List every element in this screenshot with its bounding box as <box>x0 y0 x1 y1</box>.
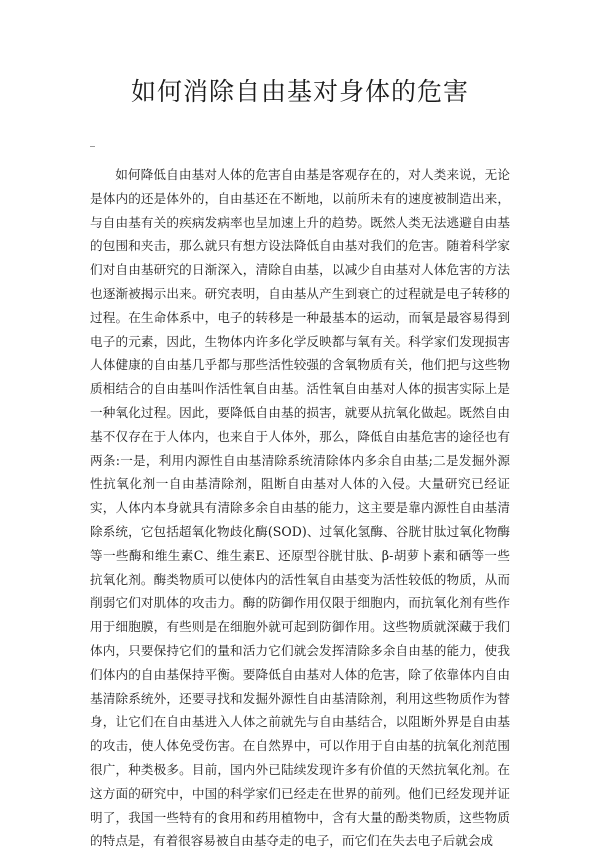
body-paragraph: 如何降低自由基对人体的危害自由基是客观存在的，对人类来说，无论是体内的还是体外的，自由基还在不断地，以前所未有的速度被制造出来，与自由基有关的疾病发病率也呈加速上升的趋势。既然人类无法逃避自由基的包围和夹击，那么就只有想方设法降低自由基对我们的危害。随着科学家们对自由基研究的日渐深入，清除自由基，以减少自由基对人体危害的方法也逐渐被揭示出来。研究表明，自由基从产生到衰亡的过程就是电子转移的过程。在生命体系中，电子的转移是一种最基本的运动，而氧是最容易得到电子的元素，因此，生物体内许多化学反映都与氧有关。科学家们发现损害人体健康的自由基几乎都与那些活性较强的含氧物质有关，他们把与这些物质相结合的自由基叫作活性氧自由基。活性氧自由基对人体的损害实际上是一种氧化过程。因此，要降低自由基的损害，就要从抗氧化做起。既然自由基不仅存在于人体内，也来自于人体外，那么，降低自由基危害的途径也有两条:一是，利用内源性自由基清除系统清除体内多余自由基;二是发掘外源性抗氧化剂一自由基清除剂，阻断自由基对人体的入侵。大量研究已经证实，人体内本身就具有清除多余自由基的能力，这主要是靠内源性自由基清除系统，它包括超氧化物歧化酶(SOD)、过氧化氢酶、谷胱甘肽过氧化物酶等一些酶和维生素C、维生素E、还原型谷胱甘肽、β-胡萝卜素和硒等一些抗氧化剂。酶类物质可以使体内的活性氧自由基变为活性较低的物质，从而削弱它们对肌体的攻击力。酶的防御作用仅限于细胞内，而抗氧化剂有些作用于细胞膜，有些则是在细胞外就可起到防御作用。这些物质就深藏于我们体内，只要保持它们的量和活力它们就会发挥清除多余自由基的能力，使我们体内的自由基保持平衡。要降低自由基对人体的危害，除了依靠体内自由基清除系统外，还要寻找和发掘外源性自由基清除剂，利用这些物质作为替身，让它们在自由基进入人体之前就先与自由基结合，以阻断外界是自由基的攻击，使人体免受伤害。在自然界中，可以作用于自由基的抗氧化剂范围很广，种类极多。目前，国内外已陆续发现许多有价值的天然抗氧化剂。在这方面的研究中，中国的科学家们已经走在世界的前列。他们已经发现并证明了，我国一些特有的食用和药用植物中，含有大量的酚类物质，这些物质的特点是，有着很容易被自由基夺走的电子，而它们在失去电子后就会成 <box>90 167 510 849</box>
document-title: 如何消除自由基对身体的危害 <box>130 77 469 106</box>
section-marker <box>90 146 95 147</box>
